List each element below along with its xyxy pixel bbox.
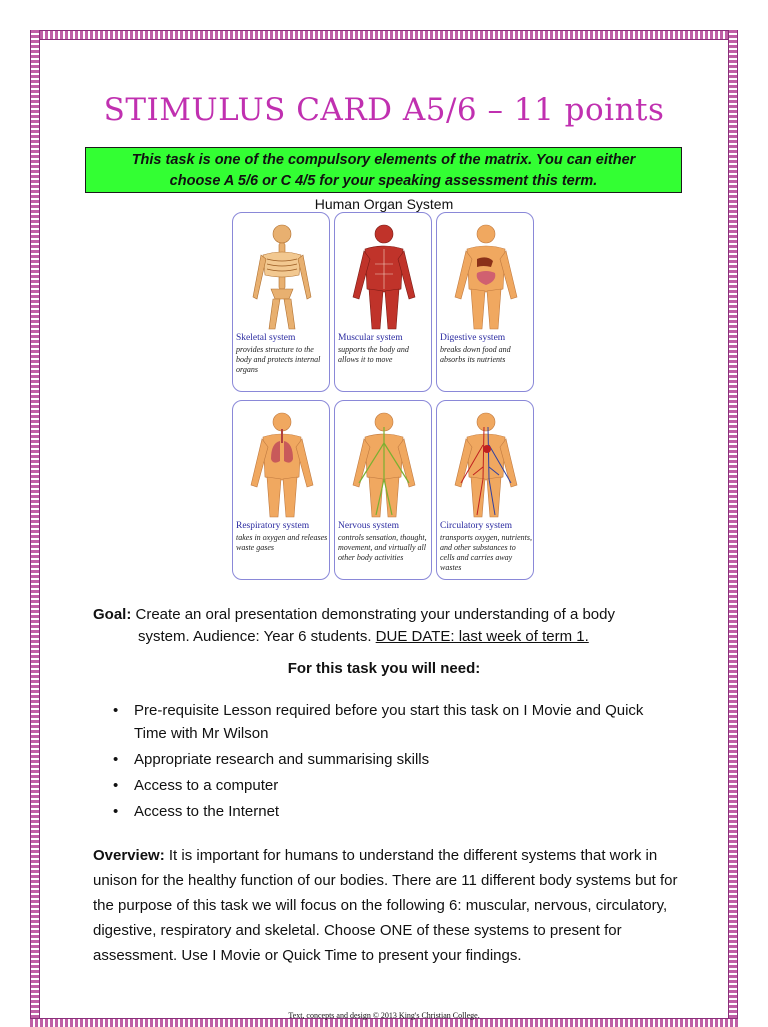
goal-text-1: Create an oral presentation demonstrating your understanding of a body	[131, 606, 615, 623]
banner-line-2: choose A 5/6 or C 4/5 for your speaking assessment this term.	[169, 173, 598, 189]
card-name: Muscular system	[338, 333, 403, 343]
card-description: transports oxygen, nutrients, and other substances to cells and carries away wastes	[440, 533, 532, 572]
goal-paragraph	[93, 604, 683, 648]
overview-label: Overview:	[93, 847, 165, 864]
page-border-right	[728, 30, 738, 1024]
goal-label: Goal:	[93, 606, 132, 623]
goal-text-2: system. Audience: Year 6 students.	[138, 628, 376, 645]
overview-text: It is important for humans to understand the different systems that work in unison for the healthy function of our bodies. There are 11 different body systems but for the purpose of this task we will focus on the following 6: muscular, nervous, circulatory, digestive, respiratory and skeletal. Choose ONE of these systems to present for assessment. Use I Movie or Quick Time to present your findings.	[93, 847, 678, 964]
page-border-top	[30, 30, 738, 40]
due-date: DUE DATE: last week of term 1.	[375, 628, 589, 645]
requirements-list	[113, 699, 673, 826]
card-name: Nervous system	[338, 521, 399, 531]
card-name: Digestive system	[440, 333, 506, 343]
skeleton-figure-icon	[233, 219, 330, 331]
goal-line-2	[93, 626, 683, 648]
card-digestive-system	[436, 212, 534, 392]
compulsory-notice-banner	[85, 147, 682, 193]
need-heading: For this task you will need:	[287, 660, 481, 677]
digestive-figure-icon	[437, 219, 534, 331]
card-name: Respiratory system	[236, 521, 310, 531]
card-skeletal-system	[232, 212, 330, 392]
card-name: Circulatory system	[440, 521, 513, 531]
muscle-figure-icon	[335, 219, 432, 331]
list-item: • Pre-requisite Lesson required before you start this task on I Movie and Quick Time with Mr Wilson	[113, 699, 673, 745]
card-respiratory-system	[232, 400, 330, 580]
nerves-figure-icon	[335, 407, 432, 519]
card-description: controls sensation, thought, movement, and virtually all other body activities	[338, 533, 427, 562]
card-circulatory-system	[436, 400, 534, 580]
circulatory-figure-icon	[437, 407, 534, 519]
list-item: • Access to a computer	[113, 774, 673, 797]
list-item: • Appropriate research and summarising skills	[113, 748, 673, 771]
list-item: • Access to the Internet	[113, 800, 673, 823]
lungs-figure-icon	[233, 407, 330, 519]
banner-line-1: This task is one of the compulsory elements of the matrix. You can either	[131, 152, 636, 168]
card-description: takes in oxygen and releases waste gases	[236, 533, 328, 552]
card-description: supports the body and allows it to move	[338, 345, 409, 364]
card-name: Skeletal system	[236, 333, 296, 343]
figure-title: Human Organ System	[314, 196, 454, 212]
page-title: STIMULUS CARD A5/6 – 11 points	[103, 92, 665, 128]
overview-paragraph	[93, 843, 683, 968]
card-nervous-system	[334, 400, 432, 580]
card-description: provides structure to the body and protects internal organs	[236, 345, 321, 374]
card-description: breaks down food and absorbs its nutrients	[440, 345, 511, 364]
card-muscular-system	[334, 212, 432, 392]
page-border-left	[30, 30, 40, 1024]
organ-system-figure	[232, 212, 537, 584]
copyright-footer: Text, concepts and design © 2013 King's Christian College.	[288, 1011, 480, 1020]
